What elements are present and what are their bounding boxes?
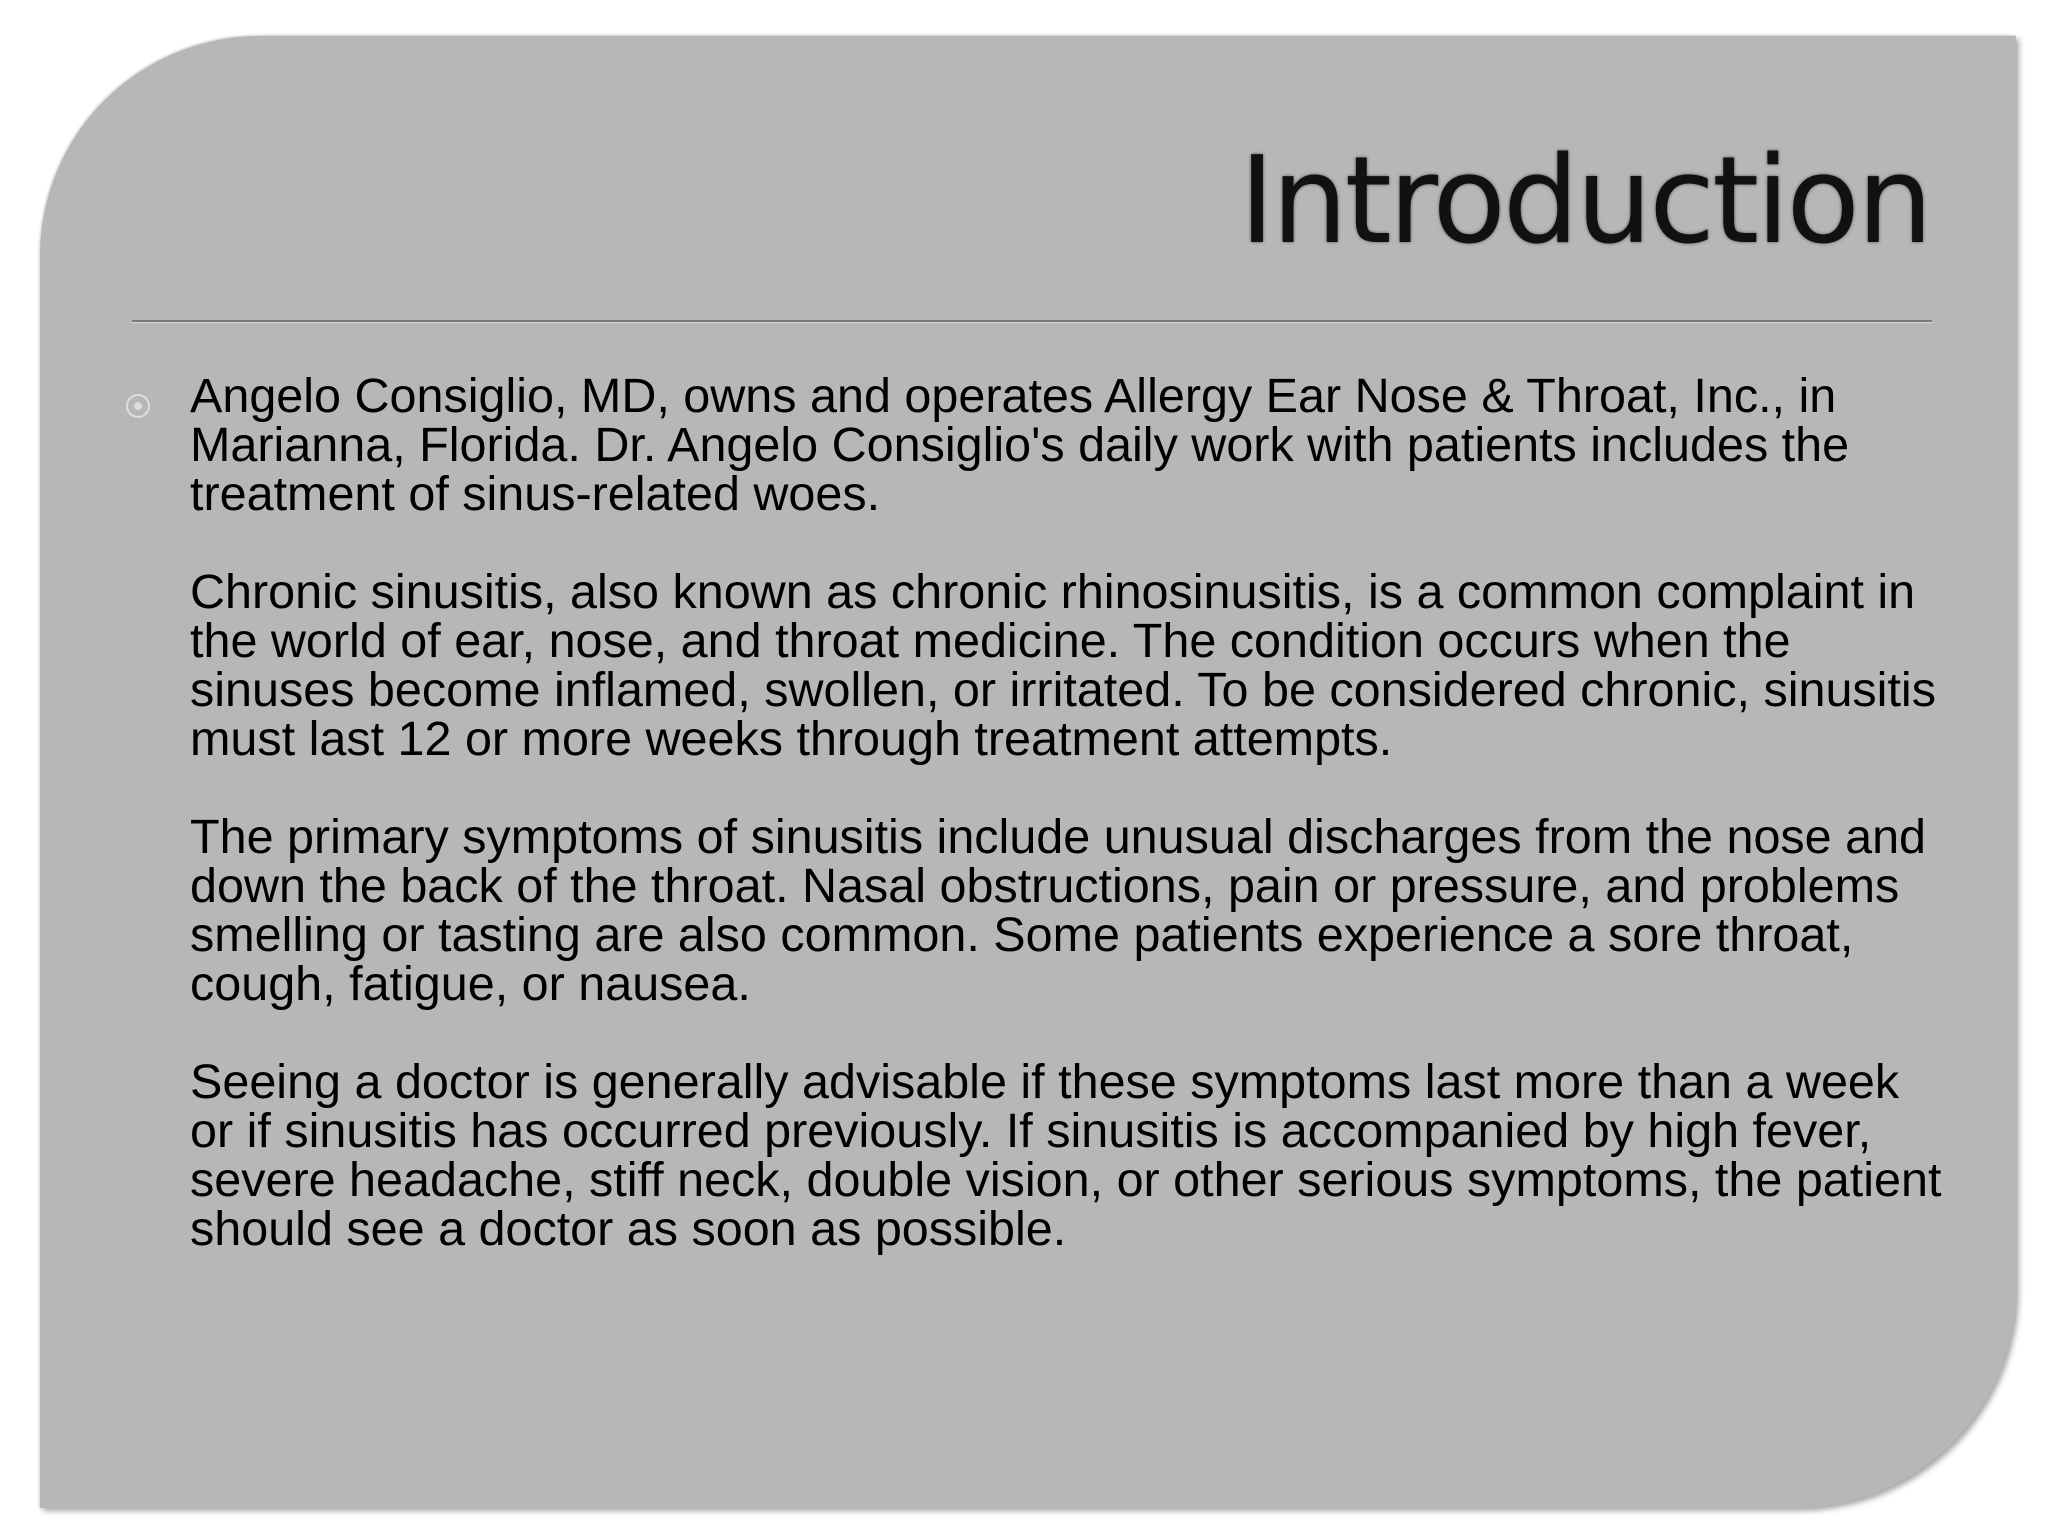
paragraph-intro: Angelo Consiglio, MD, owns and operates Allergy Ear Nose & Throat, Inc., in Marianna, Florida. Dr. Angelo Consiglio's daily work with patients includes the treatment of sinus-related woes. — [190, 369, 1850, 521]
paragraph-symptoms: The primary symptoms of sinusitis include unusual discharges from the nose and down the back of the throat. Nasal obstructions, pain or pressure, and problems smelling or tasting are also common. Some patients experience a sore throat, cough, fatigue, or nausea. — [190, 810, 1927, 1011]
slide-body — [190, 369, 1950, 1256]
slide-title: Introduction — [1239, 132, 1930, 271]
paragraph-see-doctor: Seeing a doctor is generally advisable if these symptoms last more than a week or if sinusitis has occurred previously. If sinusitis is accompanied by high fever, severe headache, stiff neck, double vision, or other serious symptoms, the patient should see a doctor as soon as possible. — [190, 1055, 1942, 1256]
paragraph-chronic-sinusitis: Chronic sinusitis, also known as chronic rhinosinusitis, is a common complaint in the world of ear, nose, and throat medicine. The condition occurs when the sinuses become inflamed, swollen, or irritated. To be considered chronic, sinusitis must last 12 or more weeks through treatment attempts. — [190, 565, 1936, 766]
title-divider — [132, 320, 1932, 322]
circle-dot-bullet-icon — [126, 394, 150, 418]
